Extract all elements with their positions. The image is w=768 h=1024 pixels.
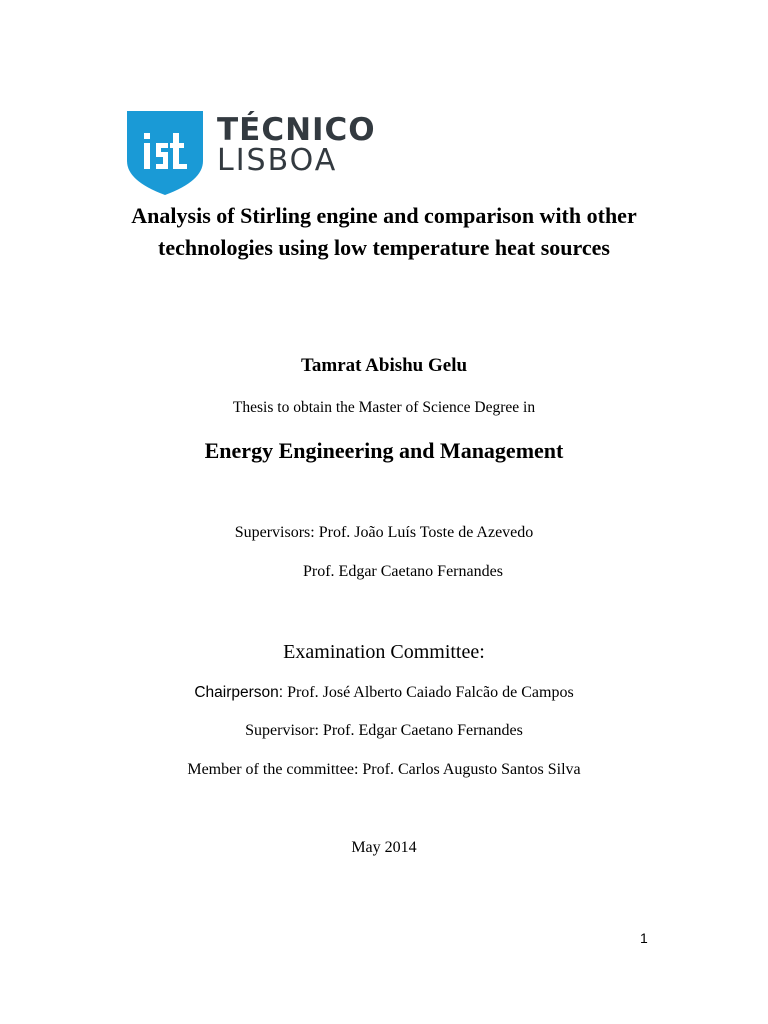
thesis-date: May 2014 [351, 839, 417, 856]
page-number: 1 [640, 930, 648, 946]
committee-heading: Examination Committee: [283, 641, 485, 663]
author-name: Tamrat Abishu Gelu [300, 355, 468, 376]
logo-text-lisboa: LISBOA [217, 143, 338, 178]
thesis-title [0, 200, 768, 264]
committee-supervisor-name: Prof. Edgar Caetano Fernandes [322, 722, 523, 739]
logo-text-tecnico: TÉCNICO [217, 112, 376, 148]
degree-name: Energy Engineering and Management [204, 438, 564, 463]
thesis-title-text: Analysis of Stirling engine and comparison with other technologies using low temperature heat sources [131, 203, 637, 260]
chairperson-name: Prof. José Alberto Caiado Falcão de Campos [287, 684, 574, 701]
supervisors-line [0, 522, 768, 544]
thesis-purpose: Thesis to obtain the Master of Science Degree in [232, 399, 536, 416]
committee-supervisor-label: Supervisor: [245, 722, 319, 739]
chairperson-line [0, 682, 768, 704]
supervisor-second: Prof. Edgar Caetano Fernandes [303, 563, 503, 580]
committee-member-line [0, 759, 768, 781]
committee-supervisor-line [0, 720, 768, 742]
supervisors-label: Supervisors: [234, 524, 315, 541]
committee-member-name: Prof. Carlos Augusto Santos Silva [362, 761, 581, 778]
ist-shield-logo [127, 111, 203, 195]
supervisor-first: Prof. João Luís Toste de Azevedo [318, 524, 534, 541]
chairperson-label: Chairperson: [194, 684, 284, 701]
committee-member-label: Member of the committee: [187, 761, 359, 778]
